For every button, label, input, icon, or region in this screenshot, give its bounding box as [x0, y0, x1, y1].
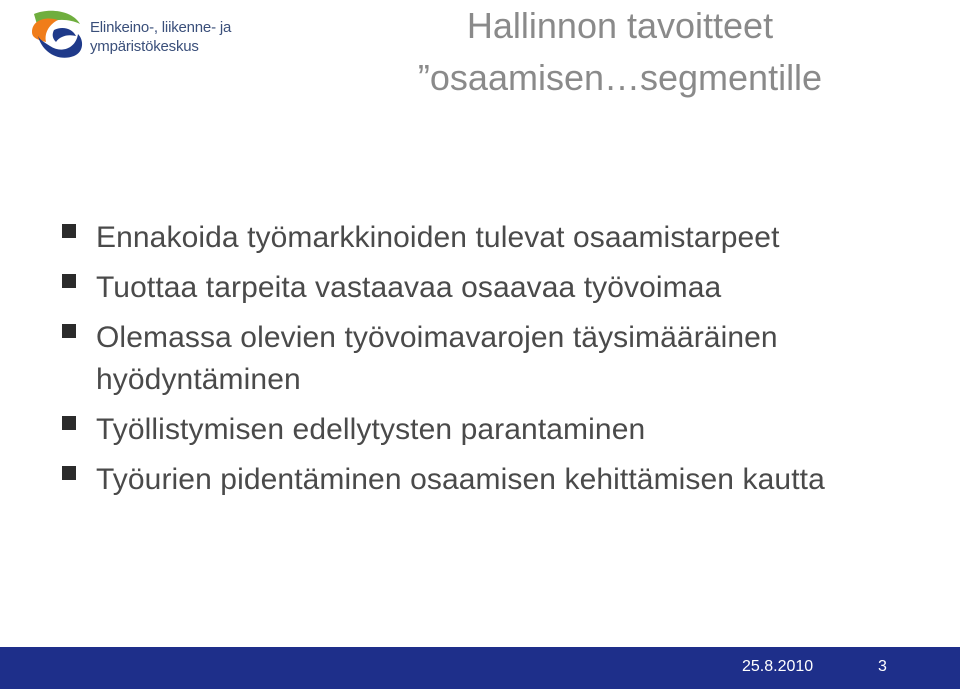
square-bullet-icon	[62, 466, 76, 480]
bullet-item	[62, 217, 942, 259]
bullet-text: Työllistymisen edellytysten parantaminen	[96, 413, 646, 446]
bullet-text: Olemassa olevien työvoimavarojen täysimääräinen hyödyntäminen	[96, 321, 778, 396]
bullet-item	[62, 267, 942, 309]
bullet-item	[62, 459, 942, 501]
ely-logo	[28, 6, 258, 68]
page-number: 3	[878, 658, 887, 675]
bullet-text: Työurien pidentäminen osaamisen kehittämisen kautta	[96, 463, 825, 496]
logo-text-line2: ympäristökeskus	[90, 38, 199, 55]
slide-title	[300, 0, 940, 104]
square-bullet-icon	[62, 224, 76, 238]
footer-date: 25.8.2010	[742, 658, 814, 675]
bullet-item	[62, 409, 942, 451]
ely-emblem-icon	[28, 6, 86, 64]
bullet-text: Ennakoida työmarkkinoiden tulevat osaamistarpeet	[96, 221, 780, 254]
logo-text	[90, 18, 231, 56]
bullet-list	[62, 217, 942, 509]
bullet-item	[62, 317, 942, 401]
slide-title-line2: ”osaamisen…segmentille	[417, 57, 823, 98]
square-bullet-icon	[62, 324, 76, 338]
logo-text-line1: Elinkeino-, liikenne- ja	[90, 19, 232, 36]
bullet-text: Tuottaa tarpeita vastaavaa osaavaa työvoimaa	[96, 271, 722, 304]
square-bullet-icon	[62, 416, 76, 430]
slide-title-line1: Hallinnon tavoitteet	[466, 5, 774, 46]
square-bullet-icon	[62, 274, 76, 288]
footer-bar	[0, 647, 960, 689]
